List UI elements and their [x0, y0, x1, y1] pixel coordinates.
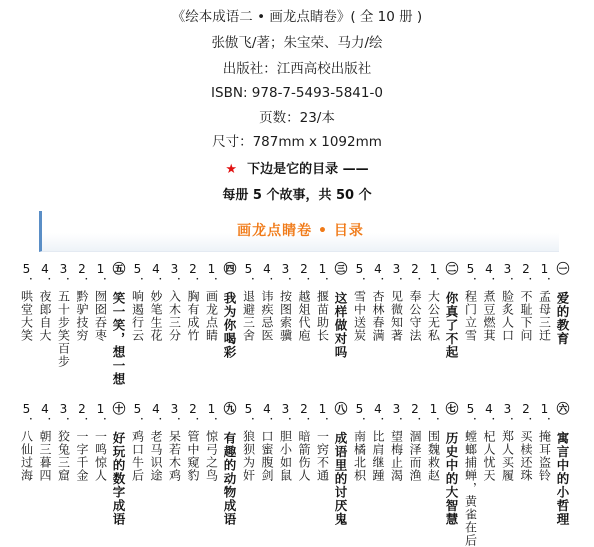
toc-item: 1．围魏救赵 [426, 402, 441, 482]
toc-item: 1．一鸣惊人 [93, 402, 108, 482]
toc-item: 2．胸有成竹 [186, 262, 200, 342]
toc-item: 2．越俎代庖 [297, 262, 311, 342]
pages-line: 页数：23/本 [259, 110, 335, 126]
section-title: ㊉ 好玩的数字成语 [111, 402, 126, 526]
toc-item: 3．见微知著 [389, 262, 404, 342]
section-title: ㊇ 成语里的讨厌鬼 [333, 402, 348, 526]
toc-item: 4．夜郎自大 [38, 262, 52, 342]
toc-item: 3．按图索骥 [278, 262, 293, 342]
toc-item: 3．脸炙人口 [500, 262, 515, 342]
toc-item: 2．黔驴技穷 [75, 262, 89, 342]
toc-intro-text: 下边是它的目录 —— [247, 162, 369, 177]
toc-item: 5．鸡口牛后 [130, 402, 145, 482]
toc-item: 5．狼狈为奸 [241, 402, 256, 482]
toc-banner [39, 211, 559, 252]
section-title: ㊂ 这样做对吗 [333, 262, 348, 359]
toc-item: 1．大公无私 [426, 262, 441, 342]
star-icon: ★ [225, 162, 238, 177]
size-line: 尺寸：787mm x 1092mm [212, 134, 382, 150]
toc-item: 3．呆若木鸡 [167, 402, 182, 482]
toc-item: 2．买椟还珠 [519, 402, 533, 482]
toc-item: 2．奉公守法 [408, 262, 422, 342]
toc-intro [0, 158, 594, 177]
author-line: 张傲飞/著；朱宝荣、马力/绘 [211, 35, 383, 51]
toc-item: 2．不耻下问 [519, 262, 533, 342]
toc-item: 3．郑人买履 [500, 402, 515, 482]
section-title: ㊈ 有趣的动物成语 [222, 402, 237, 526]
toc-title: 画龙点睛卷 • 目录 [237, 223, 364, 239]
toc-item: 1．囫囵吞枣 [93, 262, 108, 342]
toc-item: 1．揠苗助长 [315, 262, 330, 342]
toc-item: 2．一字千金 [75, 402, 89, 482]
toc-item: 1．画龙点睛 [204, 262, 219, 342]
toc-item: 3．望梅止渴 [389, 402, 404, 482]
toc-item: 3．五十步笑百步 [56, 262, 71, 368]
section-title: ㊅ 寓言中的小哲理 [555, 402, 570, 526]
toc-item: 4．讳疾忌医 [260, 262, 274, 342]
toc-item: 2．涸泽而渔 [408, 402, 422, 482]
toc-item: 2．暗箭伤人 [297, 402, 311, 482]
toc-item: 4．朝三暮四 [38, 402, 52, 482]
toc-item: 4．妙笔生花 [149, 262, 163, 342]
book-title: 《绘本成语二 • 画龙点睛卷》( 全 10 册 ) [171, 9, 423, 25]
toc-item: 5．响遏行云 [130, 262, 145, 342]
toc-item: 5．退避三舍 [241, 262, 256, 342]
section-title: ㊀ 爱的教育 [555, 262, 570, 346]
toc-item: 4．煮豆燃萁 [482, 262, 496, 342]
toc-item: 3．狡兔三窟 [56, 402, 71, 482]
toc-item: 5．南橘北枳 [352, 402, 367, 482]
toc-item: 1．惊弓之鸟 [204, 402, 219, 482]
toc-item: 4．口蜜腹剑 [260, 402, 274, 482]
toc-item: 1．掩耳盗铃 [537, 402, 552, 482]
section-title: ㊃ 我为你喝彩 [222, 262, 237, 359]
section-title: ㊁ 你真了不起 [444, 262, 459, 359]
toc-item: 5．八仙过海 [19, 402, 34, 482]
toc-item: 4．杏林春满 [371, 262, 385, 342]
toc-item: 3．胆小如鼠 [278, 402, 293, 482]
toc-item: 5．哄堂大笑 [19, 262, 34, 342]
isbn-line: ISBN: 978-7-5493-5841-0 [211, 85, 383, 101]
toc-item: 4．比肩继踵 [371, 402, 385, 482]
toc-item: 3．入木三分 [167, 262, 182, 342]
section-title: ㊄ 笑一笑，想一想 [111, 262, 126, 386]
section-title: ㊆ 历史中的大智慧 [444, 402, 459, 526]
toc-item: 1．一窍不通 [315, 402, 330, 482]
toc-item: 5．螳螂捕蝉，黄雀在后 [463, 402, 478, 547]
toc-item: 2．管中窥豹 [186, 402, 200, 482]
toc-item: 4．老马识途 [149, 402, 163, 482]
story-count: 每册 5 个故事，共 50 个 [222, 188, 372, 203]
toc-item: 5．雪中送炭 [352, 262, 367, 342]
toc-item: 4．杞人忧天 [482, 402, 496, 482]
toc-item: 5．程门立雪 [463, 262, 478, 342]
toc-item: 1．孟母三迁 [537, 262, 552, 342]
publisher-line: 出版社：江西高校出版社 [222, 61, 372, 77]
